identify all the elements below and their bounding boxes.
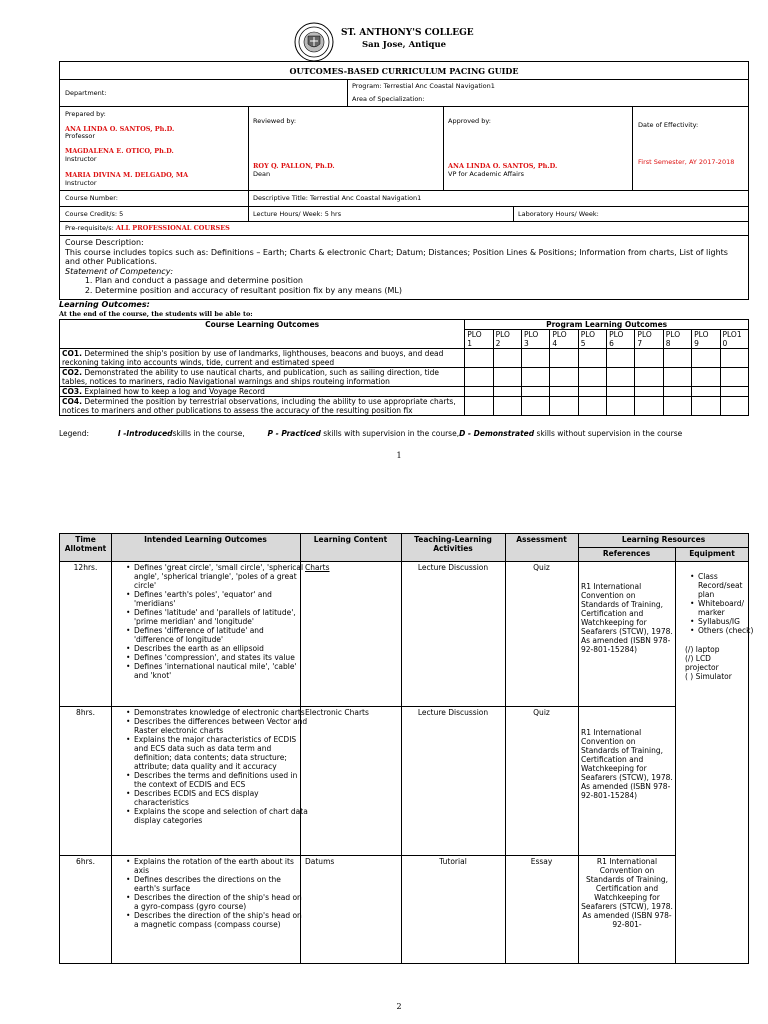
preparer-2-name: MAGDALENA E. OTICO, Ph.D. [65,147,174,155]
reviewer-name: ROY Q. PALLON, Ph.D. [253,162,335,170]
legend-introduced: I -Introduced [117,429,173,438]
row-3-tla: Tutorial [439,857,467,866]
row-3-content: Datums [305,857,335,866]
course-description-label: Course Description: [65,238,144,247]
plo-mapping-cell [578,387,606,397]
co-code: CO1. [62,349,82,358]
college-name: ST. ANTHONY'S COLLEGE [341,28,474,38]
approver-name: ANA LINDA O. SANTOS, Ph.D. [448,162,558,170]
page-2 [0,520,768,1024]
plo-col-header: PLO 6 [607,330,635,349]
ilo-header: Intended Learning Outcomes [144,535,267,544]
plo-mapping-cell [493,387,521,397]
content-header: Learning Content [313,535,388,544]
approver-role: VP for Academic Affairs [448,170,525,178]
co-text: Determined the position by terrestrial observations, including the ability to use appropriate charts, notices to mariners and other publications to assess the accuracy of the resulting position fix [62,397,456,415]
outcome-item: • Describes the direction of the ship's head on a magnetic compass (compass course) [134,911,306,929]
plo-mapping-cell [635,368,663,387]
equipment-item: • Others (check) [698,626,756,635]
guide-title: OUTCOMES-BASED CURRICULUM PACING GUIDE [289,66,519,76]
outcome-item: • Defines 'international nautical mile', 'cable' and 'knot' [134,662,304,680]
college-seal-icon [294,22,334,62]
plo-mapping-cell [720,387,749,397]
course-number-label: Course Number: [65,194,118,202]
competency-label: Statement of Competency: [65,266,174,276]
plo-mapping-cell [720,349,749,368]
lecture-hours: Lecture Hours/ Week: 5 hrs [253,210,342,218]
time-header: Time Allotment [64,535,107,553]
plo-col-header: PLO 8 [663,330,691,349]
prepared-by-label: Prepared by: [65,110,106,118]
plo-mapping-cell [493,397,521,416]
plo-mapping-cell [692,397,720,416]
co-code: CO3. [62,387,82,396]
plo-mapping-cell [692,349,720,368]
area-label: Area of Specialization: [352,95,425,103]
preparer-1-name: ANA LINDA O. SANTOS, Ph.D. [65,125,175,133]
outcomes-intro: At the end of the course, the students will be able to: [59,310,253,318]
plo-col-header: PLO 1 [465,330,493,349]
page-1 [0,0,768,470]
outcome-item: • Defines 'difference of latitude' and 'difference of longitude' [134,626,304,644]
reviewed-by-label: Reviewed by: [253,117,297,125]
plo-mapping-cell [607,349,635,368]
row-2-content: Electronic Charts [305,708,369,717]
plo-mapping-cell [635,387,663,397]
course-outcome-row [60,387,749,397]
row-2-assessment: Quiz [533,708,550,717]
plo-mapping-cell [550,387,578,397]
outcome-item: • Describes the direction of the ship's head on a gyro-compass (gyro course) [134,893,306,911]
equipment-sub-item: (/) laptop [685,645,720,654]
prereq-value: ALL PROFESSIONAL COURSES [115,224,230,232]
row-1-assessment: Quiz [533,563,550,572]
outcomes-table [59,319,749,416]
plo-col-header: PLO1 0 [720,330,749,349]
plo-mapping-cell [521,368,549,387]
course-credits: Course Credit/s: 5 [65,210,124,218]
plo-col-header: PLO 2 [493,330,521,349]
plo-col-header: PLO 7 [635,330,663,349]
plo-mapping-cell [521,397,549,416]
co-text: Demonstrated the ability to use nautical charts, and publication, such as sailing direction, tide tables, notices to mariners, radio Navigational warnings and ships routeing information [62,368,440,386]
plo-mapping-cell [521,349,549,368]
plo-mapping-cell [635,397,663,416]
descriptive-title: Descriptive Title: Terrestial Anc Coastal Navigation1 [253,194,422,202]
clo-header: Course Learning Outcomes [60,320,465,349]
plo-mapping-cell [578,368,606,387]
plo-mapping-cell [607,387,635,397]
plo-mapping-cell [692,387,720,397]
plo-mapping-cell [720,397,749,416]
plo-mapping-cell [720,368,749,387]
plo-mapping-cell [550,397,578,416]
effectivity-label: Date of Effectivity: [638,121,699,129]
plo-mapping-cell [663,368,691,387]
legend-demonstrated-text: skills without supervision in the course [534,429,683,438]
equipment-item: • Whiteboard/ marker [698,599,756,617]
outcome-item: • Describes the terms and definitions used in the context of ECDIS and ECS [134,771,308,789]
plo-mapping-cell [493,368,521,387]
outcome-item: • Defines describes the directions on the earth's surface [134,875,306,893]
page-number: 2 [396,1002,402,1011]
preparer-3-role: Instructor [65,179,97,187]
legend-practiced: P - Practiced [267,429,321,438]
competency-item: 2. Determine position and accuracy of resultant position fix by any means (ML) [95,286,745,296]
plo-mapping-cell [663,349,691,368]
plo-mapping-cell [550,349,578,368]
co-code: CO4. [62,397,82,406]
outcome-item: • Defines 'compression', and states its value [134,653,304,662]
outcome-item: • Describes the earth as an ellipsoid [134,644,304,653]
plo-mapping-cell [465,397,493,416]
plo-mapping-cell [465,349,493,368]
outcome-item: • Explains the major characteristics of ECDIS and ECS data such as data term and definition; data contents; data structure; attribute; data quality and it accuracy [134,735,308,771]
plo-mapping-cell [578,397,606,416]
row-1-content: Charts [305,563,330,572]
plo-col-header: PLO 9 [692,330,720,349]
row-1-outcomes [124,563,304,680]
plo-mapping-cell [550,368,578,387]
course-outcome-row [60,397,749,416]
row-1-time: 12hrs. [73,563,98,572]
equipment-item: • Class Record/seat plan [698,572,756,599]
outcome-item: • Describes ECDIS and ECS display characteristics [134,789,308,807]
effectivity-value: First Semester, AY 2017-2018 [638,158,735,166]
plo-mapping-cell [521,387,549,397]
course-outcome-row [60,368,749,387]
row-2-reference: R1 International Convention on Standards of Training, Certification and Watchkeeping for Seafarers (STCW), 1978. As amended (ISBN 978-92-801-15284) [581,728,673,800]
college-location: San Jose, Antique [362,40,447,50]
co-text: Explained how to keep a log and Voyage Record [81,387,265,396]
plo-header: Program Learning Outcomes [465,320,749,330]
equipment-sub-item: ( ) Simulator [685,672,732,681]
co-code: CO2. [62,368,82,377]
plo-mapping-cell [493,349,521,368]
row-2-tla: Lecture Discussion [417,708,489,717]
plo-mapping-cell [663,397,691,416]
row-3-time: 6hrs. [76,857,95,866]
row-1-tla: Lecture Discussion [417,563,489,572]
outcome-item: • Defines 'great circle', 'small circle', 'spherical angle', 'spherical triangle', 'poles of a great circle' [134,563,304,590]
plo-mapping-cell [578,349,606,368]
co-text: Determined the ship's position by use of landmarks, lighthouses, beacons and buoys, and dead reckoning taking into accounts winds, tide, current and estimated speed [62,349,444,367]
plo-mapping-cell [635,349,663,368]
outcome-item: • Explains the scope and selection of chart data display categories [134,807,308,825]
row-2-time: 8hrs. [76,708,95,717]
prereq-label: Pre-requisite/s: [65,224,114,232]
equipment-sub-list [685,645,745,681]
competency-item: 1. Plan and conduct a passage and determine position [95,276,745,286]
legend-practiced-text: skills with supervision in the course, [320,429,460,438]
approved-by-label: Approved by: [448,117,491,125]
department-label: Department: [65,89,107,97]
outcome-item: • Explains the rotation of the earth about its axis [134,857,306,875]
equipment-list [688,572,756,635]
plo-mapping-cell [465,368,493,387]
legend-demonstrated: D - Demonstrated [459,429,535,438]
legend [59,429,682,438]
references-header: References [602,549,651,558]
course-outcome-row [60,349,749,368]
course-description-text: This course includes topics such as: Definitions – Earth; Charts & electronic Chart; Datum; Distances; Position Lines & Positions; Information from charts, List of lights and other Publications. [65,247,728,266]
plo-mapping-cell [692,368,720,387]
legend-label: Legend: [59,429,90,438]
reviewer-role: Dean [253,170,271,178]
tla-header: Teaching-Learning Activities [414,535,492,553]
equipment-item: • Syllabus/IG [698,617,756,626]
row-1-reference: R1 International Convention on Standards of Training, Certification and Watchkeeping for Seafarers (STCW), 1978. As amended (ISBN 978-92-801-15284) [581,582,673,654]
plo-col-header: PLO 3 [521,330,549,349]
row-3-reference: R1 International Convention on Standards of Training, Certification and Watchkeeping for Seafarers (STCW), 1978. As amended (ISBN 978-92-801- [581,857,673,929]
plo-mapping-cell [663,387,691,397]
page-number: 1 [396,451,402,460]
learning-outcomes-label: Learning Outcomes: [59,300,150,309]
resources-header: Learning Resources [621,535,706,544]
course-description [65,238,745,295]
row-3-outcomes [124,857,306,929]
legend-introduced-text: skills in the course, [172,429,245,438]
preparer-3-name: MARIA DIVINA M. DELGADO, MA [65,171,189,179]
outcome-item: • Demonstrates knowledge of electronic charts [134,708,308,717]
equipment-header: Equipment [689,549,735,558]
preparer-1-role: Professor [65,132,96,140]
program-label: Program: Terrestial Anc Coastal Navigation1 [352,82,495,90]
preparer-2-role: Instructor [65,155,97,163]
competency-list [65,276,745,295]
plo-col-header: PLO 5 [578,330,606,349]
row-3-assessment: Essay [530,857,553,866]
plo-col-header: PLO 4 [550,330,578,349]
plo-mapping-cell [465,387,493,397]
lab-hours: Laboratory Hours/ Week: [518,210,599,218]
plo-mapping-cell [607,397,635,416]
equipment-sub-item: (/) LCD projector [685,654,719,672]
row-2-outcomes [124,708,308,825]
prerequisite-row [65,224,230,232]
outcome-item: • Describes the differences between Vector and Raster electronic charts [134,717,308,735]
assessment-header: Assessment [516,535,567,544]
outcome-item: • Defines 'earth's poles', 'equator' and 'meridians' [134,590,304,608]
outcome-item: • Defines 'latitude' and 'parallels of latitude', 'prime meridian' and 'longitude' [134,608,304,626]
plo-mapping-cell [607,368,635,387]
